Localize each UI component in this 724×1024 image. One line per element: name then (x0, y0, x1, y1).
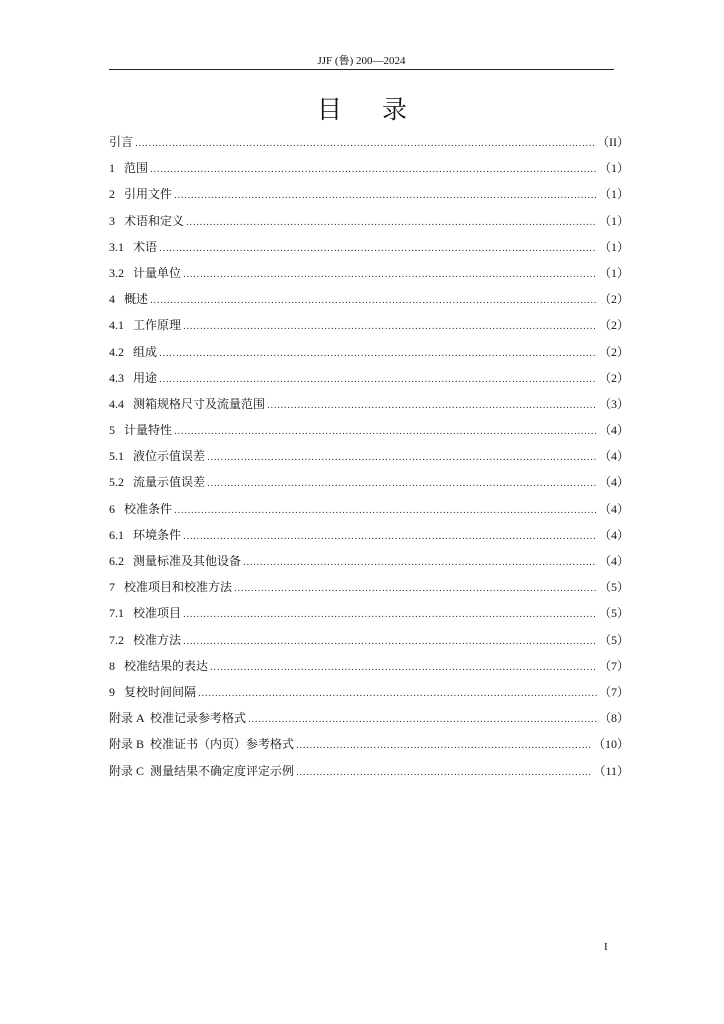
toc-entry[interactable] (109, 237, 629, 263)
toc-entry-label: 概述 (124, 292, 149, 307)
toc-entry-number: 8 (109, 658, 124, 673)
toc-entry-page: （1） (598, 161, 629, 176)
toc-entry[interactable] (109, 761, 629, 787)
toc-entry-number: 6.1 (109, 527, 133, 542)
toc-entry-page: （11） (593, 763, 629, 778)
toc-leader-dots (296, 736, 591, 756)
toc-leader-dots (296, 763, 591, 783)
toc-entry-label: 液位示值误差 (133, 449, 206, 464)
toc-entry-page: （3） (598, 396, 629, 411)
toc-entry-number: 附录 A (109, 711, 151, 726)
toc-leader-dots (243, 553, 597, 573)
toc-entry-number: 7.1 (109, 606, 133, 621)
toc-entry[interactable] (109, 342, 629, 368)
toc-entry[interactable] (109, 289, 629, 315)
toc-entry[interactable] (109, 551, 629, 577)
toc-entry-label: 复校时间间隔 (124, 684, 197, 699)
toc-leader-dots (183, 265, 597, 285)
toc-entry-number: 2 (109, 187, 124, 202)
header-rule (109, 69, 614, 70)
toc-entry-label: 测量结果不确定度评定示例 (150, 763, 295, 778)
toc-entry[interactable] (109, 315, 629, 341)
toc-entry[interactable] (109, 734, 629, 760)
toc-entry[interactable] (109, 368, 629, 394)
toc-entry-number: 5.2 (109, 475, 133, 490)
toc-entry-number: 5 (109, 423, 124, 438)
toc-leader-dots (267, 396, 597, 416)
toc-leader-dots (207, 448, 597, 468)
toc-entry[interactable] (109, 420, 629, 446)
page-title: 目录 (316, 95, 447, 124)
toc-entry-page: （4） (598, 527, 629, 542)
toc-entry-label: 术语和定义 (124, 213, 185, 228)
toc-leader-dots (198, 684, 597, 704)
toc-leader-dots (183, 317, 597, 337)
toc-entry[interactable] (109, 656, 629, 682)
toc-entry-number: 3.1 (109, 239, 133, 254)
toc-leader-dots (150, 160, 597, 180)
toc-entry[interactable] (109, 446, 629, 472)
toc-entry-number: 7.2 (109, 632, 133, 647)
toc-entry-label: 工作原理 (133, 318, 182, 333)
page-number: I (604, 941, 608, 953)
toc-entry-page: （4） (598, 475, 629, 490)
toc-entry-label: 计量特性 (124, 423, 173, 438)
toc-leader-dots (234, 579, 597, 599)
toc-entry-label: 校准记录参考格式 (150, 711, 247, 726)
toc-entry-page: （2） (598, 370, 629, 385)
toc-entry-label: 校准证书（内页）参考格式 (150, 737, 295, 752)
toc-entry-label: 组成 (133, 344, 158, 359)
toc-entry-number: 附录 B (109, 737, 151, 752)
toc-entry-label: 范围 (124, 161, 149, 176)
toc-entry[interactable] (109, 577, 629, 603)
toc-entry-label: 术语 (133, 239, 158, 254)
toc-entry-number: 4.4 (109, 396, 133, 411)
toc-entry-page: （7） (598, 658, 629, 673)
toc-entry-page: （5） (598, 580, 629, 595)
toc-leader-dots (174, 422, 597, 442)
toc-entry-page: （7） (598, 684, 629, 699)
toc-entry-page: （4） (598, 501, 629, 516)
toc-leader-dots (210, 658, 597, 678)
table-of-contents (109, 132, 629, 787)
toc-entry-label: 测箱规格尺寸及流量范围 (133, 396, 266, 411)
running-header: JJF (鲁) 200—2024 (317, 55, 406, 67)
toc-entry-page: （II） (597, 135, 629, 149)
toc-entry-page: （5） (598, 632, 629, 647)
toc-entry[interactable] (109, 263, 629, 289)
toc-entry-label: 校准方法 (133, 632, 182, 647)
toc-leader-dots (207, 474, 597, 494)
toc-entry-page: （4） (598, 423, 629, 438)
toc-entry-label: 校准条件 (124, 501, 173, 516)
toc-entry-label: 校准项目 (133, 606, 182, 621)
toc-entry-page: （1） (598, 239, 629, 254)
toc-entry-label: 引言 (109, 135, 134, 149)
toc-entry-page: （10） (592, 737, 629, 752)
toc-entry[interactable] (109, 525, 629, 551)
toc-leader-dots (174, 501, 597, 521)
toc-entry-page: （1） (598, 213, 629, 228)
toc-leader-dots (183, 605, 597, 625)
toc-entry-number: 4 (109, 292, 124, 307)
toc-entry[interactable] (109, 603, 629, 629)
toc-entry-page: （2） (598, 318, 629, 333)
toc-entry-page: （1） (598, 265, 629, 280)
toc-entry[interactable] (109, 630, 629, 656)
toc-leader-dots (183, 632, 597, 652)
toc-entry-page: （2） (598, 292, 629, 307)
toc-entry[interactable] (109, 682, 629, 708)
toc-leader-dots (183, 527, 597, 547)
toc-entry-number: 3 (109, 213, 124, 228)
toc-entry-page: （4） (598, 449, 629, 464)
toc-entry-number: 6.2 (109, 554, 133, 568)
toc-entry-number: 附录 C (109, 763, 151, 778)
toc-entry-number: 1 (109, 161, 124, 176)
toc-entry-page: （5） (598, 606, 629, 621)
toc-entry-label: 计量单位 (133, 265, 182, 280)
toc-entry-page: （4） (598, 554, 629, 568)
toc-leader-dots (159, 344, 597, 364)
toc-leader-dots (174, 186, 597, 206)
toc-entry-number: 3.2 (109, 265, 133, 280)
toc-entry-label: 流量示值误差 (133, 475, 206, 490)
toc-entry-page: （8） (598, 711, 629, 726)
toc-entry[interactable] (109, 158, 629, 184)
toc-leader-dots (159, 370, 597, 390)
toc-entry-number: 5.1 (109, 449, 133, 464)
toc-entry-number: 4.1 (109, 318, 133, 333)
toc-entry-label: 环境条件 (133, 527, 182, 542)
toc-entry-number: 4.3 (109, 370, 133, 385)
toc-entry[interactable] (109, 211, 629, 237)
toc-entry[interactable] (109, 472, 629, 498)
toc-entry-label: 测量标准及其他设备 (133, 554, 242, 568)
toc-entry-number: 9 (109, 684, 124, 699)
toc-entry-number: 4.2 (109, 344, 133, 359)
toc-entry-label: 用途 (133, 370, 158, 385)
toc-leader-dots (135, 134, 595, 154)
toc-entry-label: 引用文件 (124, 187, 173, 202)
toc-entry-number: 6 (109, 501, 124, 516)
toc-entry[interactable] (109, 184, 629, 210)
toc-entry-label: 校准结果的表达 (124, 658, 209, 673)
toc-leader-dots (186, 213, 597, 233)
toc-entry-page: （1） (598, 187, 629, 202)
toc-leader-dots (159, 239, 597, 259)
toc-entry[interactable] (109, 394, 629, 420)
toc-leader-dots (248, 710, 597, 730)
toc-entry[interactable] (109, 499, 629, 525)
toc-entry-label: 校准项目和校准方法 (124, 580, 233, 595)
toc-entry[interactable] (109, 708, 629, 734)
toc-entry[interactable] (109, 132, 629, 158)
toc-entry-number: 7 (109, 580, 124, 595)
toc-leader-dots (150, 291, 597, 311)
toc-entry-page: （2） (598, 344, 629, 359)
